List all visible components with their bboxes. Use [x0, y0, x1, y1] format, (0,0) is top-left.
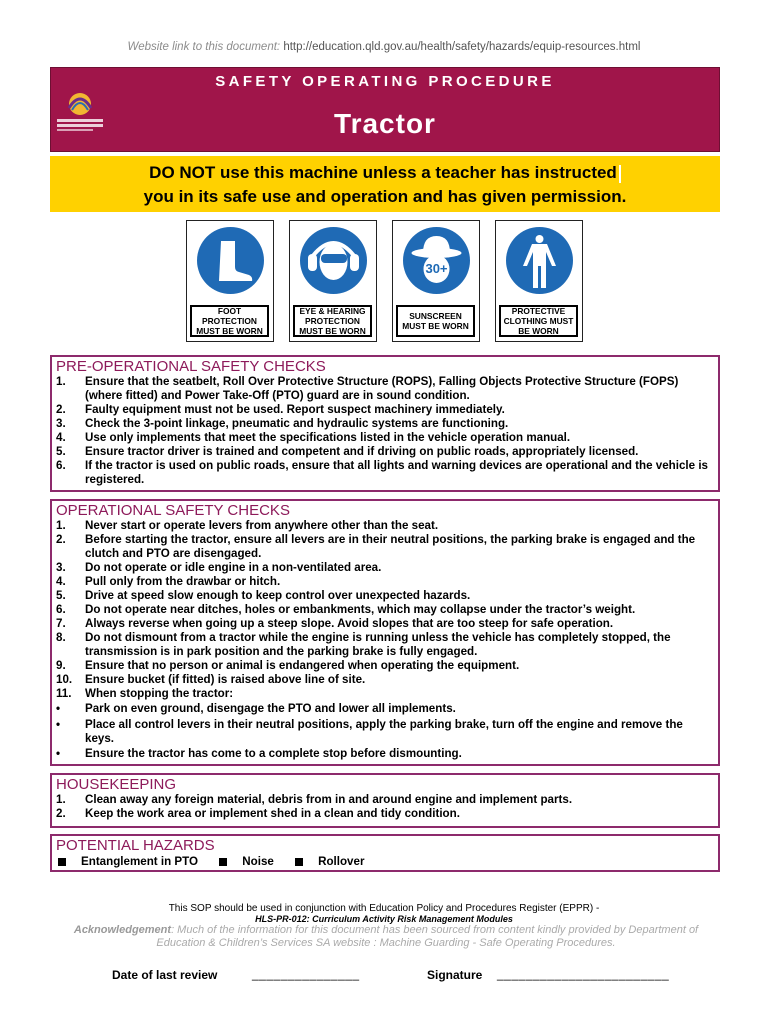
- section-heading: OPERATIONAL SAFETY CHECKS: [56, 502, 290, 519]
- square-bullet-icon: [58, 858, 66, 866]
- list-item: 1. Ensure that the seatbelt, Roll Over Protective Structure (ROPS), Falling Objects Protective Structure (FOPS) (where fitted) and Power Take-Off (PTO) guard are in sound condition.: [56, 375, 679, 402]
- list-item: 2. Faulty equipment must not be used. Report suspect machinery immediately.: [56, 403, 505, 416]
- overalls-icon: [506, 227, 573, 294]
- ppe-sign-eye-hearing: [289, 220, 377, 342]
- list-item: 5. Ensure tractor driver is trained and competent and if driving on public roads, appropriately licensed.: [56, 445, 639, 458]
- list-item: • Park on even ground, disengage the PTO and lower all implements.: [56, 702, 456, 715]
- list-item: 4. Use only implements that meet the specifications listed in the vehicle operation manual.: [56, 431, 571, 444]
- footer-module-ref: HLS-PR-012: Curriculum Activity Risk Management Modules: [255, 914, 513, 924]
- boot-icon: [197, 227, 264, 294]
- list-item: 2. Keep the work area or implement shed in a clean and tidy condition.: [56, 807, 460, 820]
- list-item: 3. Check the 3-point linkage, pneumatic and hydraulic systems are functioning.: [56, 417, 509, 430]
- list-item: 10. Ensure bucket (if fitted) is raised above line of site.: [56, 673, 366, 686]
- warning-line-1: use this machine unless a teacher has instructed: [215, 163, 617, 182]
- review-date-field[interactable]: _______________: [252, 967, 360, 981]
- sunhat-icon: [403, 227, 470, 294]
- acknowledgement-text: : Much of the information for this document has been sourced from content kindly provided by Department of Education & Children’s Services SA website : Machine Guarding - Safe Operating Procedures.: [156, 924, 699, 949]
- ppe-sign-label: SUNSCREEN MUST BE WORN: [396, 305, 475, 337]
- ppe-sign-sunscreen: [392, 220, 480, 342]
- pre-operational-section: [50, 355, 720, 492]
- warning-emphasis: DO NOT: [149, 163, 216, 182]
- hazard-item: Rollover: [318, 855, 365, 868]
- hazard-item: Noise: [242, 855, 274, 868]
- list-item: 2. Before starting the tractor, ensure all levers are in their neutral positions, the parking brake is engaged and the clutch and PTO are disengaged.: [56, 533, 696, 560]
- list-item: 8. Do not dismount from a tractor while the engine is running unless the vehicle has completely stopped, the transmission is in park position and the parking brake is fully engaged.: [56, 631, 671, 658]
- ppe-sign-label: FOOT PROTECTION MUST BE WORN: [190, 305, 269, 337]
- list-item: • Ensure the tractor has come to a complete stop before dismounting.: [56, 747, 462, 760]
- signature-label: Signature: [427, 968, 483, 982]
- list-item: 4. Pull only from the drawbar or hitch.: [56, 575, 281, 588]
- text-cursor: [619, 165, 621, 183]
- list-item: 6. If the tractor is used on public roads, ensure that all lights and warning devices are operational and the vehicle is registered.: [56, 459, 708, 486]
- review-date-label: Date of last review: [112, 968, 218, 982]
- list-item: 9. Ensure that no person or animal is endangered when operating the equipment.: [56, 659, 520, 672]
- website-link[interactable]: [0, 41, 768, 53]
- website-link-url[interactable]: http://education.qld.gov.au/health/safety/hazards/equip-resources.html: [283, 41, 641, 53]
- list-item: 11. When stopping the tractor:: [56, 687, 234, 700]
- warning-banner: [50, 156, 720, 212]
- acknowledgement: [56, 924, 716, 950]
- sunscreen-badge: 30+: [425, 261, 448, 276]
- section-heading: POTENTIAL HAZARDS: [56, 837, 215, 854]
- list-item: 7. Always reverse when going up a steep slope. Avoid slopes that are too steep for safe operation.: [56, 617, 614, 630]
- list-item: 1. Never start or operate levers from anywhere other than the seat.: [56, 519, 439, 532]
- hazard-list: [56, 855, 714, 869]
- square-bullet-icon: [219, 858, 227, 866]
- hazard-item: Entanglement in PTO: [81, 855, 199, 868]
- operational-section: [50, 499, 720, 766]
- website-link-label: Website link to this document:: [127, 41, 281, 53]
- ppe-sign-label: PROTECTIVE CLOTHING MUST BE WORN: [499, 305, 578, 337]
- sop-header: [50, 67, 720, 152]
- ppe-sign-foot: [186, 220, 274, 342]
- housekeeping-section: [50, 773, 720, 828]
- list-item: • Place all control levers in their neutral positions, apply the parking brake, turn off the engine and remove the keys.: [56, 718, 683, 745]
- warning-line-2: you in its safe use and operation and has given permission.: [143, 187, 627, 206]
- list-item: 1. Clean away any foreign material, debris from in and around engine and implement parts.: [56, 793, 573, 806]
- ppe-sign-label: EYE & HEARING PROTECTION MUST BE WORN: [293, 305, 372, 337]
- page-title: Tractor: [334, 108, 436, 139]
- section-heading: PRE-OPERATIONAL SAFETY CHECKS: [56, 358, 326, 375]
- list-item: 5. Drive at speed slow enough to keep control over unexpected hazards.: [56, 589, 471, 602]
- list-item: 6. Do not operate near ditches, holes or embankments, which may collapse under the tractor’s weight.: [56, 603, 636, 616]
- hazards-section: [50, 834, 720, 872]
- section-heading: HOUSEKEEPING: [56, 776, 177, 793]
- signature-field[interactable]: ________________________: [497, 967, 670, 981]
- goggles-earmuffs-icon: [300, 227, 367, 294]
- list-item: 3. Do not operate or idle engine in a non-ventilated area.: [56, 561, 382, 574]
- footer-eppr-note: This SOP should be used in conjunction with Education Policy and Procedures Register (EPPR) -: [168, 903, 600, 914]
- acknowledgement-label: Acknowledgement: [73, 924, 172, 936]
- square-bullet-icon: [295, 858, 303, 866]
- sop-subtitle: SAFETY OPERATING PROCEDURE: [215, 73, 555, 90]
- ppe-sign-clothing: [495, 220, 583, 342]
